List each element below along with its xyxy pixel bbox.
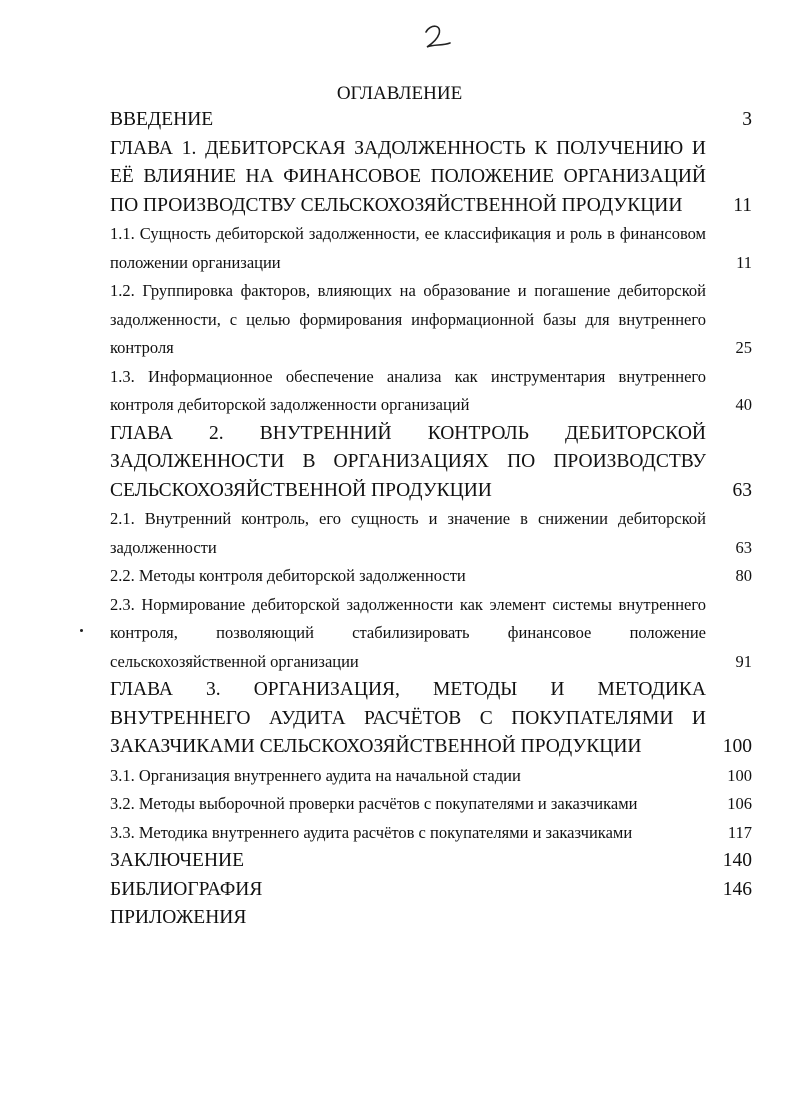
toc-entry-text: БИБЛИОГРАФИЯ: [110, 878, 263, 900]
toc-title: ОГЛАВЛЕНИЕ: [336, 83, 463, 104]
toc-entry-page: 146: [722, 878, 752, 900]
toc-entry-text: ГЛАВА 1. ДЕБИТОРСКАЯ ЗАДОЛЖЕННОСТЬ К ПОЛУЧЕНИЮ И ЕЁ ВЛИЯНИЕ НА ФИНАНСОВОЕ ПОЛОЖЕНИЕ ОРГАНИЗАЦИЙ ПО ПРОИЗВОДСТВУ СЕЛЬСКОХОЗЯЙСТВЕННОЙ ПРОДУКЦИИ: [110, 137, 706, 216]
toc-entry-page: 3: [742, 109, 752, 130]
toc-entry-section-1-3: [110, 363, 752, 420]
toc-entry-chapter-1: [110, 135, 752, 221]
toc-entry-section-3-1: [110, 762, 752, 791]
toc-entry-text: 2.3. Нормирование дебиторской задолженности как элемент системы внутреннего контроля, позволяющий стабилизировать финансовое положение сельскохозяйственной организации: [110, 594, 706, 671]
toc-entry-page: 140: [722, 850, 752, 871]
scan-speck: [80, 629, 83, 632]
toc-entry-page: 100: [727, 765, 752, 785]
toc-entry-text: 3.1. Организация внутреннего аудита на начальной стадии: [110, 765, 521, 785]
toc-entry-text: ГЛАВА 2. ВНУТРЕННИЙ КОНТРОЛЬ ДЕБИТОРСКОЙ ЗАДОЛЖЕННОСТИ В ОРГАНИЗАЦИЯХ ПО ПРОИЗВОДСТВУ СЕЛЬСКОХОЗЯЙСТВЕННОЙ ПРОДУКЦИИ: [110, 422, 706, 501]
toc-entry-page: 117: [727, 822, 752, 842]
toc-entry-text: 1.2. Группировка факторов, влияющих на образование и погашение дебиторской задолженности, с целью формирования информационной базы для внутреннего контроля: [110, 281, 706, 357]
toc-entry-section-2-3: [110, 591, 752, 677]
toc-entry-text: 2.1. Внутренний контроль, его сущность и значение в снижении дебиторской задолженности: [110, 509, 706, 557]
toc-entry-section-2-1: [110, 505, 752, 562]
toc-entry-introduction: [110, 106, 752, 135]
toc-entry-section-2-2: [110, 562, 752, 591]
toc-entry-page: 80: [735, 566, 752, 585]
toc-entry-chapter-3: [110, 676, 752, 762]
toc-entry-page: 11: [736, 252, 752, 272]
toc-entry-bibliography: [110, 876, 752, 905]
toc-entry-section-1-2: [110, 277, 752, 363]
handwritten-page-number-glyph: [412, 16, 472, 56]
toc-entry-page: 91: [735, 651, 752, 671]
toc-entry-text: 1.3. Информационное обеспечение анализа как инструментария внутреннего контроля дебиторской задолженности организаций: [110, 366, 706, 414]
toc-entry-page: 63: [735, 537, 752, 557]
toc-entry-section-3-3: [110, 819, 752, 848]
toc-entry-appendices: [110, 904, 752, 933]
toc-entry-text: ГЛАВА 3. ОРГАНИЗАЦИЯ, МЕТОДЫ И МЕТОДИКА ВНУТРЕННЕГО АУДИТА РАСЧЁТОВ С ПОКУПАТЕЛЯМИ И ЗАКАЗЧИКАМИ СЕЛЬСКОХОЗЯЙСТВЕННОЙ ПРОДУКЦИИ: [110, 679, 706, 757]
toc-entry-page: 25: [735, 338, 752, 357]
toc-entry-page: 106: [727, 794, 752, 813]
table-of-contents: [110, 106, 752, 933]
toc-entry-page: 40: [735, 395, 752, 414]
toc-entry-text: ПРИЛОЖЕНИЯ: [110, 907, 247, 928]
toc-entry-text: ЗАКЛЮЧЕНИЕ: [110, 850, 245, 871]
toc-entry-text: 3.3. Методика внутреннего аудита расчётов с покупателями и заказчиками: [110, 822, 633, 842]
toc-entry-section-1-1: [110, 220, 752, 277]
toc-entry-text: ВВЕДЕНИЕ: [110, 109, 214, 130]
toc-entry-text: 3.2. Методы выборочной проверки расчётов с покупателями и заказчиками: [110, 794, 638, 813]
toc-entry-page: 100: [722, 736, 752, 757]
toc-entry-section-3-2: [110, 790, 752, 819]
handwritten-page-number: [412, 16, 472, 56]
toc-entry-text: 1.1. Сущность дебиторской задолженности, ее классификация и роль в финансовом положении организации: [110, 224, 706, 272]
toc-entry-text: 2.2. Методы контроля дебиторской задолженности: [110, 566, 466, 585]
toc-entry-page: 63: [732, 479, 752, 501]
toc-entry-conclusion: [110, 847, 752, 876]
toc-entry-page: 11: [733, 194, 752, 216]
toc-entry-chapter-2: [110, 420, 752, 506]
